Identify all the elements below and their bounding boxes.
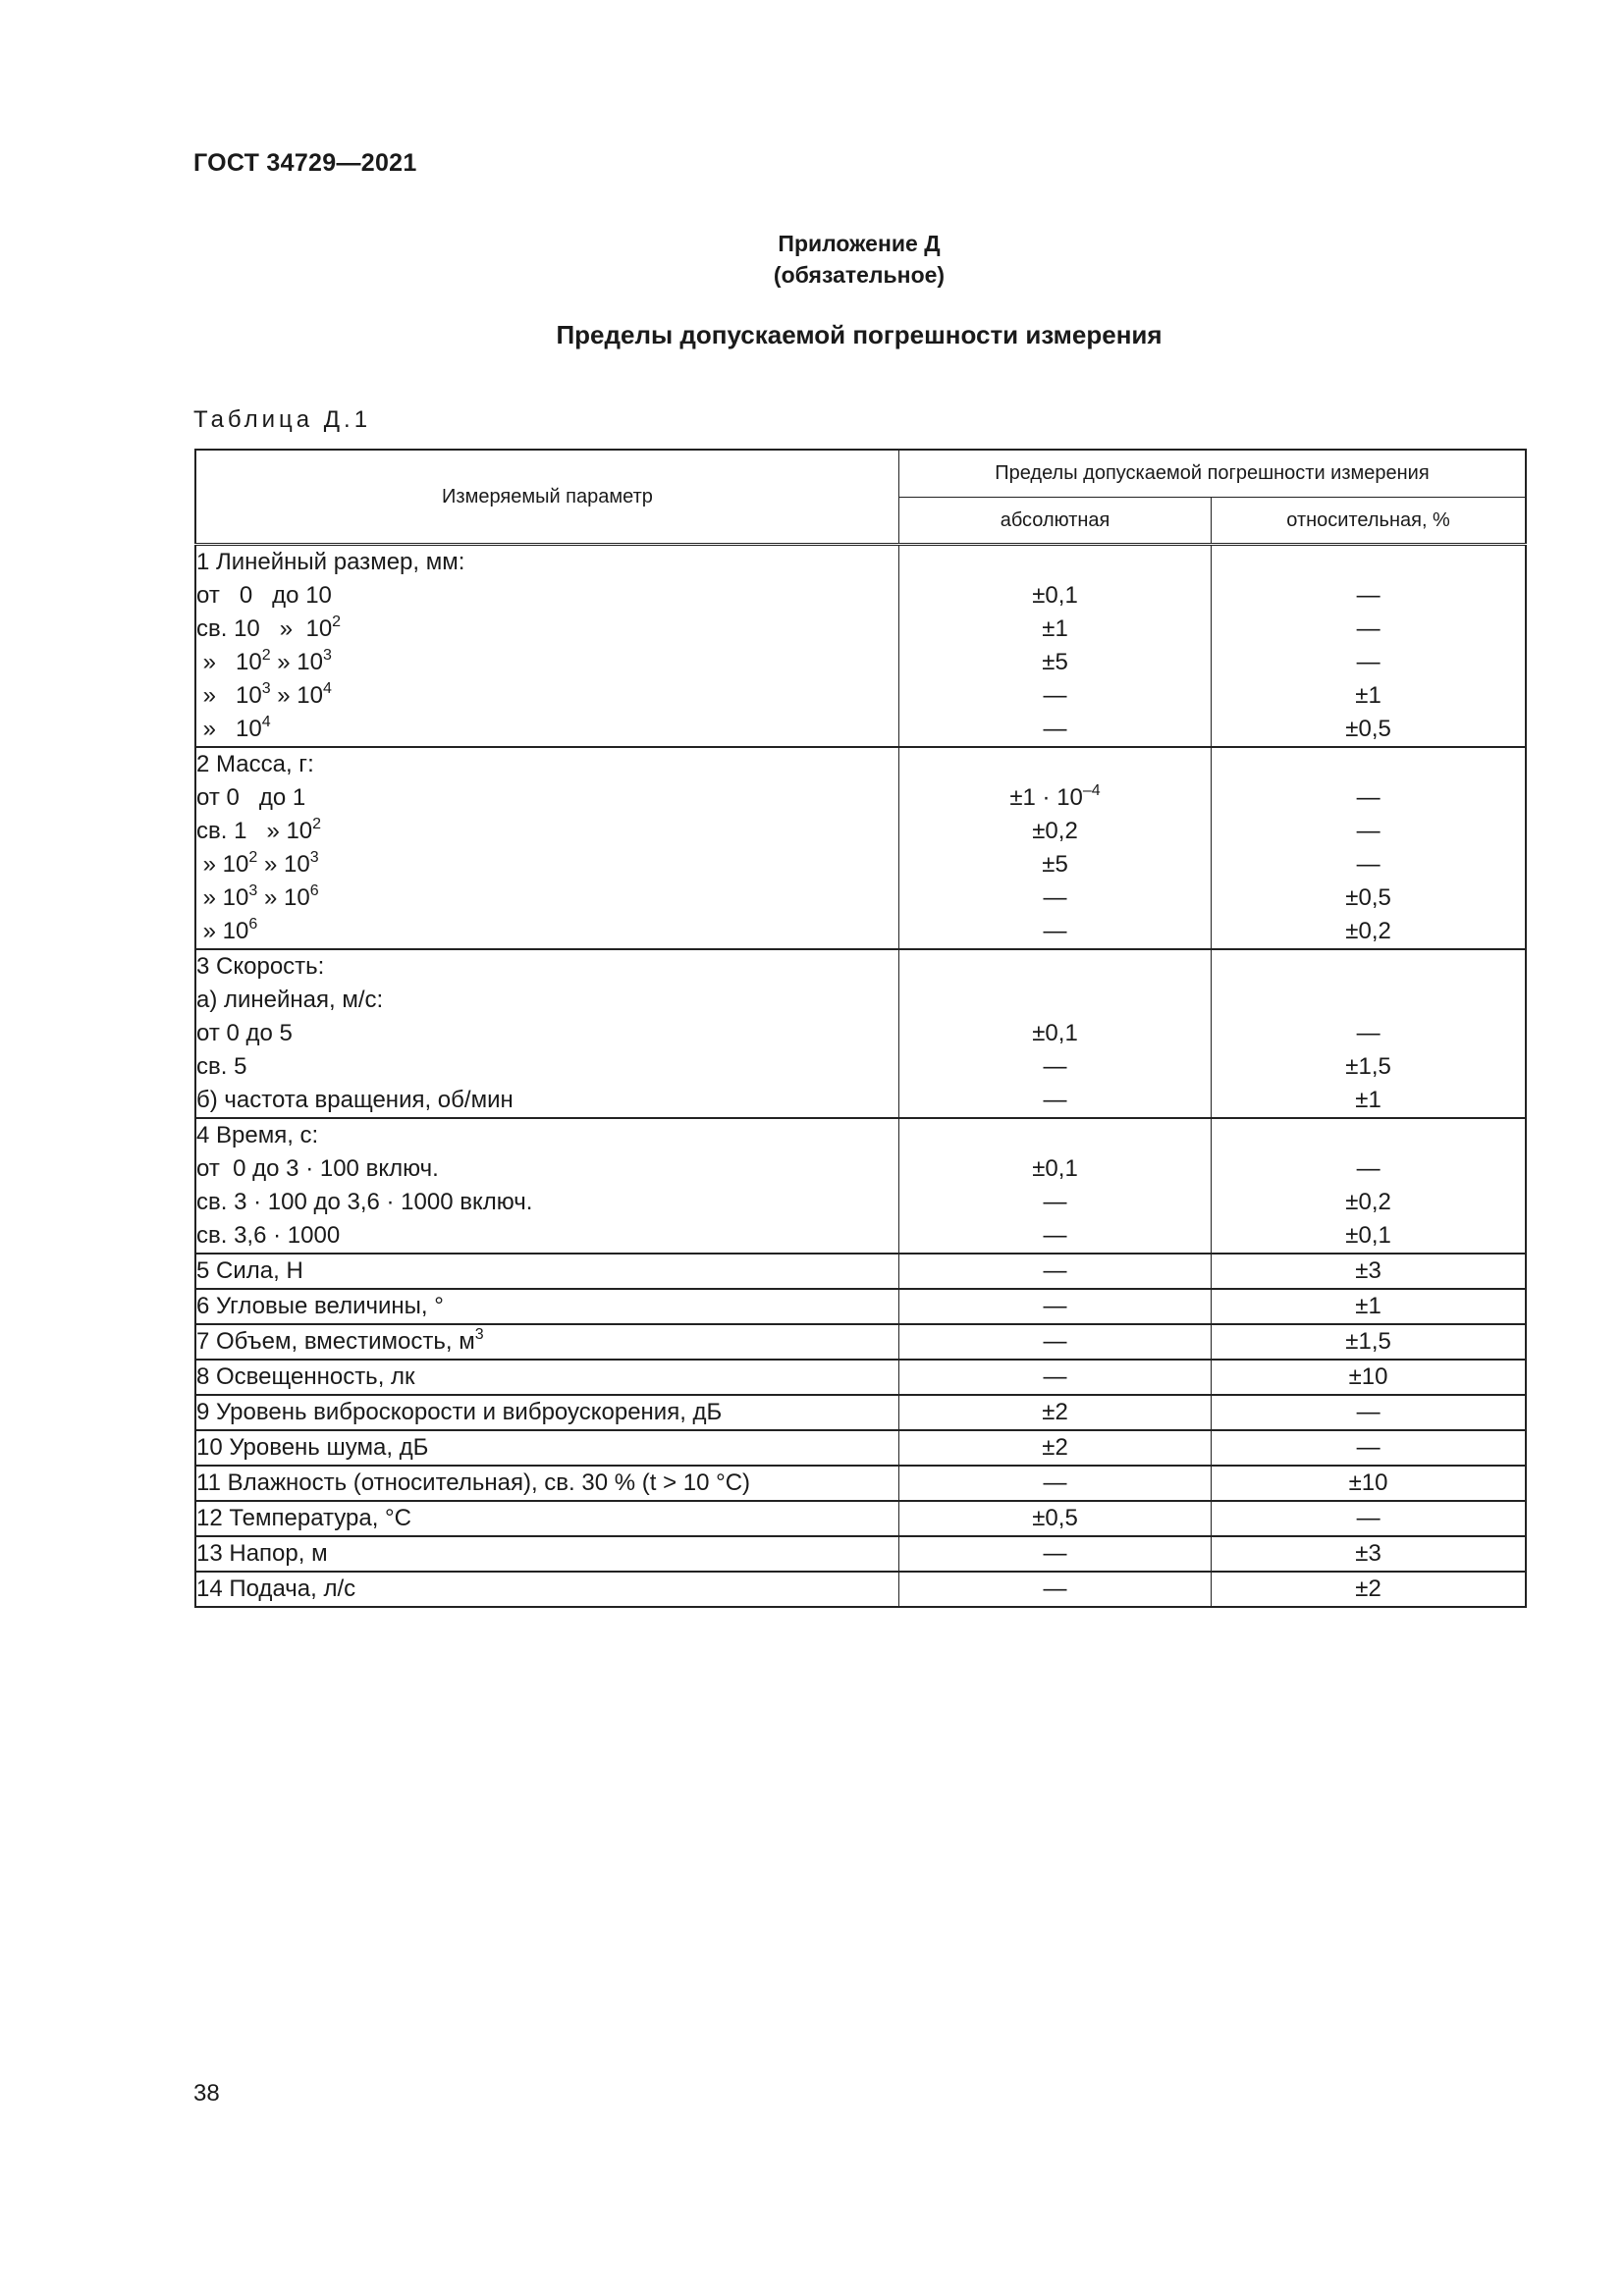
absolute-value xyxy=(899,781,1211,815)
relative-value xyxy=(1212,1084,1525,1117)
param-cell xyxy=(195,1466,898,1501)
absolute-error-cell xyxy=(898,1466,1211,1501)
value-text: — xyxy=(1043,1575,1067,1602)
value-text: — xyxy=(1043,715,1067,742)
param-line xyxy=(196,1119,898,1152)
param-line xyxy=(196,1186,898,1219)
value-text: — xyxy=(1043,1052,1067,1080)
absolute-value xyxy=(899,1431,1211,1465)
absolute-error-cell xyxy=(898,1360,1211,1395)
table-row xyxy=(195,747,1526,949)
table-row xyxy=(195,1254,1526,1289)
table-header xyxy=(195,450,1526,544)
absolute-value xyxy=(899,1290,1211,1323)
value-text: — xyxy=(1356,614,1380,642)
relative-value xyxy=(1212,1502,1525,1535)
table-row xyxy=(195,1395,1526,1430)
relative-error-cell xyxy=(1212,747,1526,949)
param-text: » 10 xyxy=(196,648,262,675)
param-cell xyxy=(195,1118,898,1254)
param-line xyxy=(196,1537,898,1571)
param-text: 9 Уровень виброскорости и виброускорения, дБ xyxy=(196,1398,723,1425)
value-text: ±1,5 xyxy=(1345,1327,1391,1355)
relative-value xyxy=(1212,713,1525,746)
relative-value xyxy=(1212,1325,1525,1359)
absolute-value xyxy=(899,984,1211,1017)
relative-value xyxy=(1212,579,1525,613)
value-text: ±2 xyxy=(1042,1433,1068,1461)
param-text: 10 Уровень шума, дБ xyxy=(196,1433,429,1461)
param-text: св. 3,6 · 1000 xyxy=(196,1221,341,1249)
value-text: ±2 xyxy=(1042,1398,1068,1425)
value-text: — xyxy=(1043,883,1067,911)
param-text: 3 Скорость: xyxy=(196,952,325,980)
value-text: ±1 xyxy=(1355,1292,1381,1319)
value-text: ±5 xyxy=(1042,850,1068,878)
value-text: ±1 xyxy=(1355,681,1381,709)
absolute-error-cell xyxy=(898,1395,1211,1430)
absolute-value xyxy=(899,1325,1211,1359)
appendix-title: Приложение Д xyxy=(778,231,941,256)
value-text: ±0,5 xyxy=(1032,1504,1078,1531)
absolute-error-cell xyxy=(898,949,1211,1118)
param-line xyxy=(196,881,898,915)
param-line xyxy=(196,1255,898,1288)
param-text: 5 Сила, Н xyxy=(196,1256,303,1284)
exponent: 2 xyxy=(261,646,271,664)
appendix-heading xyxy=(0,228,1624,291)
param-line xyxy=(196,1325,898,1359)
value-text: — xyxy=(1356,1019,1380,1046)
table-body xyxy=(195,544,1526,1607)
appendix-status: (обязательное) xyxy=(773,262,946,288)
param-cell xyxy=(195,544,898,747)
relative-value xyxy=(1212,984,1525,1017)
absolute-error-cell xyxy=(898,1430,1211,1466)
param-line xyxy=(196,646,898,679)
absolute-value xyxy=(899,915,1211,948)
value-text: ±0,1 xyxy=(1345,1221,1391,1249)
document-code: ГОСТ 34729—2021 xyxy=(193,149,417,177)
param-line xyxy=(196,950,898,984)
param-line xyxy=(196,546,898,579)
relative-error-cell xyxy=(1212,1289,1526,1324)
absolute-value xyxy=(899,1017,1211,1050)
absolute-value xyxy=(899,1502,1211,1535)
value-text: — xyxy=(1043,1221,1067,1249)
param-text: от 0 до 10 xyxy=(196,581,332,609)
value-text: ±0,5 xyxy=(1345,883,1391,911)
absolute-error-cell xyxy=(898,1501,1211,1536)
absolute-value xyxy=(899,748,1211,781)
relative-error-cell xyxy=(1212,1395,1526,1430)
relative-value xyxy=(1212,1050,1525,1084)
absolute-value xyxy=(899,881,1211,915)
value-text: — xyxy=(1356,817,1380,844)
value-text: — xyxy=(1043,1468,1067,1496)
absolute-value xyxy=(899,848,1211,881)
relative-value xyxy=(1212,646,1525,679)
value-text: — xyxy=(1356,1504,1380,1531)
value-text: ±0,5 xyxy=(1345,715,1391,742)
absolute-value xyxy=(899,579,1211,613)
param-cell xyxy=(195,1430,898,1466)
param-line xyxy=(196,1050,898,1084)
param-line xyxy=(196,915,898,948)
absolute-value xyxy=(899,1537,1211,1571)
param-text: от 0 до 1 xyxy=(196,783,306,811)
relative-error-cell xyxy=(1212,1430,1526,1466)
absolute-error-cell xyxy=(898,1536,1211,1572)
table-row xyxy=(195,1430,1526,1466)
table-row xyxy=(195,1118,1526,1254)
relative-value xyxy=(1212,1361,1525,1394)
exponent: 4 xyxy=(323,679,332,697)
param-line xyxy=(196,1502,898,1535)
value-text: ±1,5 xyxy=(1345,1052,1391,1080)
relative-value xyxy=(1212,950,1525,984)
param-cell xyxy=(195,1536,898,1572)
relative-value xyxy=(1212,881,1525,915)
relative-value xyxy=(1212,613,1525,646)
param-text: » 10 xyxy=(270,681,324,709)
relative-value xyxy=(1212,1396,1525,1429)
exponent: 3 xyxy=(261,679,271,697)
relative-error-cell xyxy=(1212,1466,1526,1501)
param-cell xyxy=(195,949,898,1118)
value-text: — xyxy=(1043,1292,1067,1319)
exponent: 6 xyxy=(248,915,258,933)
absolute-value xyxy=(899,546,1211,579)
relative-error-cell xyxy=(1212,1501,1526,1536)
param-line xyxy=(196,613,898,646)
table-row xyxy=(195,1360,1526,1395)
value-text: — xyxy=(1043,917,1067,944)
exponent: 2 xyxy=(248,848,258,866)
exponent: 3 xyxy=(323,646,332,664)
param-line xyxy=(196,1431,898,1465)
relative-value xyxy=(1212,748,1525,781)
absolute-error-cell xyxy=(898,544,1211,747)
param-text: 14 Подача, л/с xyxy=(196,1575,356,1602)
value-text: ±0,1 xyxy=(1032,1019,1078,1046)
param-text: 2 Масса, г: xyxy=(196,750,314,777)
relative-value xyxy=(1212,1255,1525,1288)
relative-error-cell xyxy=(1212,949,1526,1118)
header-param: Измеряемый параметр xyxy=(195,450,898,544)
param-text: от 0 до 3 · 100 включ. xyxy=(196,1154,439,1182)
value-text: — xyxy=(1356,1433,1380,1461)
relative-value xyxy=(1212,546,1525,579)
absolute-error-cell xyxy=(898,1254,1211,1289)
param-line xyxy=(196,748,898,781)
table-row xyxy=(195,1572,1526,1607)
value-text: — xyxy=(1356,1154,1380,1182)
value-text: ±10 xyxy=(1348,1362,1388,1390)
param-text: » 10 xyxy=(196,715,262,742)
relative-value xyxy=(1212,1219,1525,1253)
param-line xyxy=(196,1219,898,1253)
absolute-value xyxy=(899,1084,1211,1117)
param-text: св. 5 xyxy=(196,1052,247,1080)
absolute-error-cell xyxy=(898,1572,1211,1607)
param-line xyxy=(196,1467,898,1500)
param-line xyxy=(196,984,898,1017)
exponent: 3 xyxy=(248,881,258,899)
value-text: — xyxy=(1043,1256,1067,1284)
exponent: 4 xyxy=(261,713,271,730)
exponent: 2 xyxy=(312,815,322,832)
value-text: — xyxy=(1356,581,1380,609)
param-text: » 10 xyxy=(196,850,249,878)
table-row xyxy=(195,1324,1526,1360)
value-text: ±1 xyxy=(1042,614,1068,642)
param-line xyxy=(196,1396,898,1429)
relative-error-cell xyxy=(1212,1324,1526,1360)
param-cell xyxy=(195,1324,898,1360)
relative-value xyxy=(1212,1573,1525,1606)
value-text: ±0,1 xyxy=(1032,581,1078,609)
value-text: — xyxy=(1043,1362,1067,1390)
table-caption: Таблица Д.1 xyxy=(193,406,372,433)
param-text: св. 10 » 10 xyxy=(196,614,333,642)
absolute-value xyxy=(899,1219,1211,1253)
exponent: –4 xyxy=(1082,781,1101,799)
param-line xyxy=(196,579,898,613)
absolute-value xyxy=(899,613,1211,646)
param-line xyxy=(196,1361,898,1394)
value-text: ±3 xyxy=(1355,1539,1381,1567)
param-line xyxy=(196,1573,898,1606)
value-text: — xyxy=(1043,1188,1067,1215)
value-text: ±0,2 xyxy=(1345,917,1391,944)
absolute-value xyxy=(899,950,1211,984)
value-text: ±10 xyxy=(1348,1468,1388,1496)
value-text: — xyxy=(1043,1327,1067,1355)
value-text: ±0,1 xyxy=(1032,1154,1078,1182)
header-absolute: абсолютная xyxy=(898,497,1211,544)
param-cell xyxy=(195,1289,898,1324)
relative-value xyxy=(1212,1290,1525,1323)
param-text: » 10 xyxy=(196,883,249,911)
absolute-value xyxy=(899,1361,1211,1394)
param-line xyxy=(196,1290,898,1323)
value-text: ±5 xyxy=(1042,648,1068,675)
param-text: 13 Напор, м xyxy=(196,1539,328,1567)
param-line xyxy=(196,848,898,881)
param-text: 8 Освещенность, лк xyxy=(196,1362,415,1390)
param-text: 12 Температура, °C xyxy=(196,1504,411,1531)
param-line xyxy=(196,713,898,746)
absolute-value xyxy=(899,679,1211,713)
absolute-value xyxy=(899,1255,1211,1288)
table-row xyxy=(195,1536,1526,1572)
value-text: — xyxy=(1356,783,1380,811)
param-text: св. 1 » 10 xyxy=(196,817,313,844)
relative-error-cell xyxy=(1212,1360,1526,1395)
param-line xyxy=(196,815,898,848)
page-number: 38 xyxy=(193,2080,220,2107)
relative-value xyxy=(1212,1186,1525,1219)
relative-value xyxy=(1212,1119,1525,1152)
param-line xyxy=(196,679,898,713)
relative-value xyxy=(1212,848,1525,881)
value-text: — xyxy=(1356,648,1380,675)
absolute-error-cell xyxy=(898,1324,1211,1360)
value-text: ±3 xyxy=(1355,1256,1381,1284)
absolute-error-cell xyxy=(898,1118,1211,1254)
param-cell xyxy=(195,1254,898,1289)
param-line xyxy=(196,1152,898,1186)
relative-value xyxy=(1212,1152,1525,1186)
table-row xyxy=(195,544,1526,747)
relative-value xyxy=(1212,1467,1525,1500)
param-text: а) линейная, м/с: xyxy=(196,986,384,1013)
value-text: ±1 · 10 xyxy=(1009,783,1083,811)
relative-error-cell xyxy=(1212,1118,1526,1254)
param-line xyxy=(196,1017,898,1050)
relative-value xyxy=(1212,679,1525,713)
param-cell xyxy=(195,1501,898,1536)
absolute-value xyxy=(899,646,1211,679)
relative-value xyxy=(1212,1017,1525,1050)
param-text: б) частота вращения, об/мин xyxy=(196,1086,514,1113)
value-text: ±0,2 xyxy=(1345,1188,1391,1215)
param-line xyxy=(196,1084,898,1117)
param-text: 11 Влажность (относительная), св. 30 % (t > 10 °C) xyxy=(196,1468,751,1496)
section-title: Пределы допускаемой погрешности измерения xyxy=(556,320,1163,349)
absolute-value xyxy=(899,1152,1211,1186)
table-row xyxy=(195,1501,1526,1536)
param-cell xyxy=(195,1360,898,1395)
value-text: — xyxy=(1043,1086,1067,1113)
table-row xyxy=(195,1289,1526,1324)
absolute-error-cell xyxy=(898,747,1211,949)
measurement-error-table xyxy=(194,449,1527,1608)
param-text: » 10 xyxy=(196,917,249,944)
relative-value xyxy=(1212,781,1525,815)
param-text: » 10 xyxy=(196,681,262,709)
relative-error-cell xyxy=(1212,544,1526,747)
value-text: ±1 xyxy=(1355,1086,1381,1113)
relative-value xyxy=(1212,915,1525,948)
value-text: — xyxy=(1356,1398,1380,1425)
value-text: — xyxy=(1043,1539,1067,1567)
param-cell xyxy=(195,1572,898,1607)
absolute-value xyxy=(899,1050,1211,1084)
exponent: 2 xyxy=(332,613,342,630)
absolute-value xyxy=(899,1467,1211,1500)
value-text: — xyxy=(1043,681,1067,709)
param-text: 6 Угловые величины, ° xyxy=(196,1292,444,1319)
relative-error-cell xyxy=(1212,1254,1526,1289)
relative-value xyxy=(1212,815,1525,848)
exponent: 3 xyxy=(474,1325,484,1343)
relative-error-cell xyxy=(1212,1572,1526,1607)
param-cell xyxy=(195,747,898,949)
absolute-value xyxy=(899,1396,1211,1429)
param-text: 1 Линейный размер, мм: xyxy=(196,548,465,575)
param-text: 7 Объем, вместимость, м xyxy=(196,1327,475,1355)
absolute-value xyxy=(899,1186,1211,1219)
table-row xyxy=(195,1466,1526,1501)
value-text: ±2 xyxy=(1355,1575,1381,1602)
value-text: ±0,2 xyxy=(1032,817,1078,844)
absolute-value xyxy=(899,713,1211,746)
relative-value xyxy=(1212,1431,1525,1465)
absolute-value xyxy=(899,1119,1211,1152)
absolute-value xyxy=(899,815,1211,848)
param-text: 4 Время, с: xyxy=(196,1121,319,1148)
param-line xyxy=(196,781,898,815)
param-text: » 10 xyxy=(257,850,310,878)
exponent: 3 xyxy=(309,848,319,866)
absolute-error-cell xyxy=(898,1289,1211,1324)
param-text: » 10 xyxy=(270,648,324,675)
relative-value xyxy=(1212,1537,1525,1571)
param-text: » 10 xyxy=(257,883,310,911)
header-group: Пределы допускаемой погрешности измерения xyxy=(898,450,1526,497)
exponent: 6 xyxy=(309,881,319,899)
param-cell xyxy=(195,1395,898,1430)
param-text: от 0 до 5 xyxy=(196,1019,293,1046)
value-text: — xyxy=(1356,850,1380,878)
relative-error-cell xyxy=(1212,1536,1526,1572)
param-text: св. 3 · 100 до 3,6 · 1000 включ. xyxy=(196,1188,533,1215)
absolute-value xyxy=(899,1573,1211,1606)
header-relative: относительная, % xyxy=(1212,497,1526,544)
table-row xyxy=(195,949,1526,1118)
